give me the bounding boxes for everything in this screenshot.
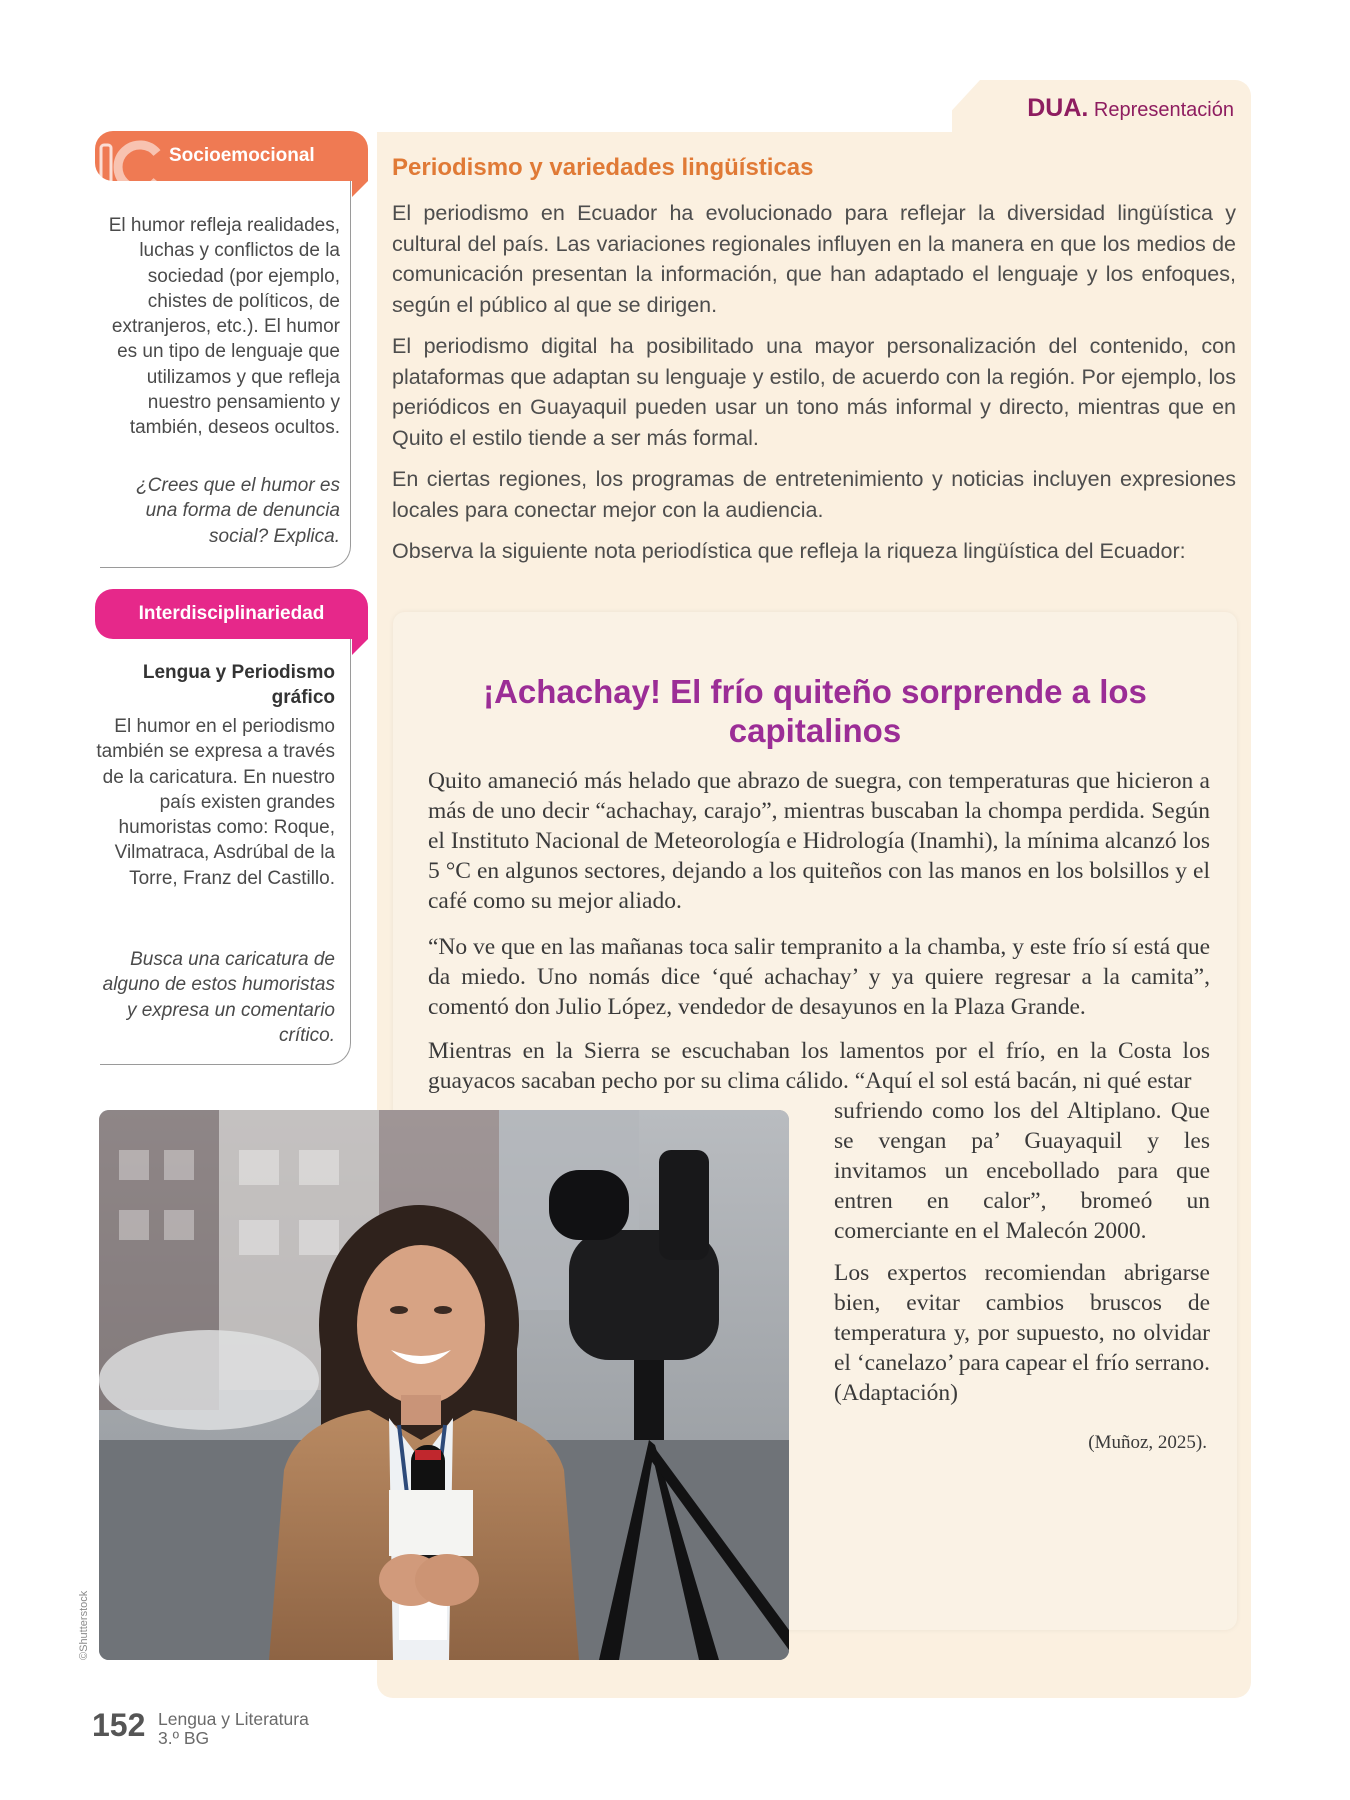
footer-grade: 3.º BG: [158, 1728, 210, 1748]
interdisciplinariedad-heading: Lengua y Periodismo gráfico: [142, 662, 335, 709]
news-paragraph-3b: sufriendo como los del Altiplano. Que se vengan pa’ Guayaquil y les invitamos un encebollado para que entren en calor”, bromeó un comerciante en el Malecón 2000.: [834, 1098, 1210, 1244]
socioemocional-tab-tail: [352, 181, 368, 197]
socioemocional-text: El humor refleja realidades, luchas y conflictos de la sociedad (por ejemplo, chistes de políticos, de extranjeros, etc.). El humor es un tipo de lenguaje que utilizamos y que refleja nuestro pensamiento y también, deseos ocultos.: [108, 215, 340, 439]
photo-credit: ©Shutterstock: [78, 1590, 90, 1660]
interdisciplinariedad-tab-tail: [352, 639, 368, 655]
reporter-photo: [99, 1110, 789, 1660]
news-paragraph-1: Quito amaneció más helado que abrazo de suegra, con temperaturas que hicieron a más de uno decir “achachay, carajo”, mientras buscaban la chompa perdida. Según el Instituto Nacional de Meteorología e Hidrología (Inamhi), la mínima alcanzó los 5 °C en algunos sectores, dejando a los quiteños con las manos en los bolsillos y el café como su mejor aliado.: [428, 768, 1210, 914]
news-paragraph-2: “No ve que en las mañanas toca salir tempranito a la chamba, y este frío sí está que da miedo. Uno nomás dice ‘qué achachay’ y ya quiere regresar a la camita”, comentó don Julio López, vendedor de desayunos en la Plaza Grande.: [428, 934, 1210, 1020]
section-paragraph-1: El periodismo en Ecuador ha evolucionado para reflejar la diversidad lingüística y cultural del país. Las variaciones regionales influyen en la manera en que los medios de comunicación presentan la información, que han adaptado el lenguaje y los enfoques, según el público al que se dirigen.: [392, 201, 1236, 317]
socioemocional-question: ¿Crees que el humor es una forma de denuncia social? Explica.: [136, 475, 340, 547]
socioemocional-tab-label: Socioemocional: [169, 145, 315, 166]
section-paragraph-3: En ciertas regiones, los programas de entretenimiento y noticias incluyen expresiones locales para conectar mejor con la audiencia.: [392, 467, 1236, 522]
news-paragraph-4: Los expertos recomiendan abrigarse bien, evitar cambios bruscos de temperatura y, por supuesto, no olvidar el ‘canelazo’ para capear el frío serrano. (Adaptación): [834, 1260, 1210, 1406]
section-title: Periodismo y variedades lingüísticas: [392, 154, 814, 181]
footer-subject: [158, 1710, 309, 1748]
footer-subject-name: Lengua y Literatura: [158, 1709, 309, 1729]
interdisciplinariedad-tab-label: Interdisciplinariedad: [138, 603, 325, 624]
interdisciplinariedad-text: El humor en el periodismo también se expresa a través de la caricatura. En nuestro país existen grandes humoristas como: Roque, Vilmatraca, Asdrúbal de la Torre, Franz del Castillo.: [96, 716, 335, 889]
section-paragraph-2: El periodismo digital ha posibilitado una mayor personalización del contenido, con plataformas que adaptan su lenguaje y estilo, de acuerdo con la región. Por ejemplo, los periódicos en Guayaquil pueden usar un tono más informal y directo, mientras que en Quito el estilo tiende a ser más formal.: [392, 334, 1236, 450]
dua-bold: DUA.: [1027, 94, 1089, 122]
news-citation: (Muñoz, 2025).: [1088, 1432, 1207, 1453]
interdisciplinariedad-prompt: Busca una caricatura de alguno de estos humoristas y expresa un comentario crítico.: [102, 949, 335, 1046]
panel-notch-slant: [932, 80, 980, 132]
news-note-title: ¡Achachay! El frío quiteño sorprende a los capitalinos: [483, 673, 1147, 749]
section-paragraph-4: Observa la siguiente nota periodística que refleja la riqueza lingüística del Ecuador:: [392, 539, 1186, 563]
dua-rest: Representación: [1093, 99, 1234, 121]
panel-notch: [377, 80, 952, 132]
reporter-photo-illustration: [99, 1110, 789, 1660]
page-number: 152: [92, 1707, 146, 1743]
dua-label: [1027, 94, 1234, 123]
news-paragraph-3a: Mientras en la Sierra se escuchaban los lamentos por el frío, en la Costa los guayacos sacaban pecho por su clima cálido. “Aquí el sol está bacán, ni qué estar: [428, 1038, 1210, 1094]
interdisciplinariedad-tab: [95, 589, 368, 639]
